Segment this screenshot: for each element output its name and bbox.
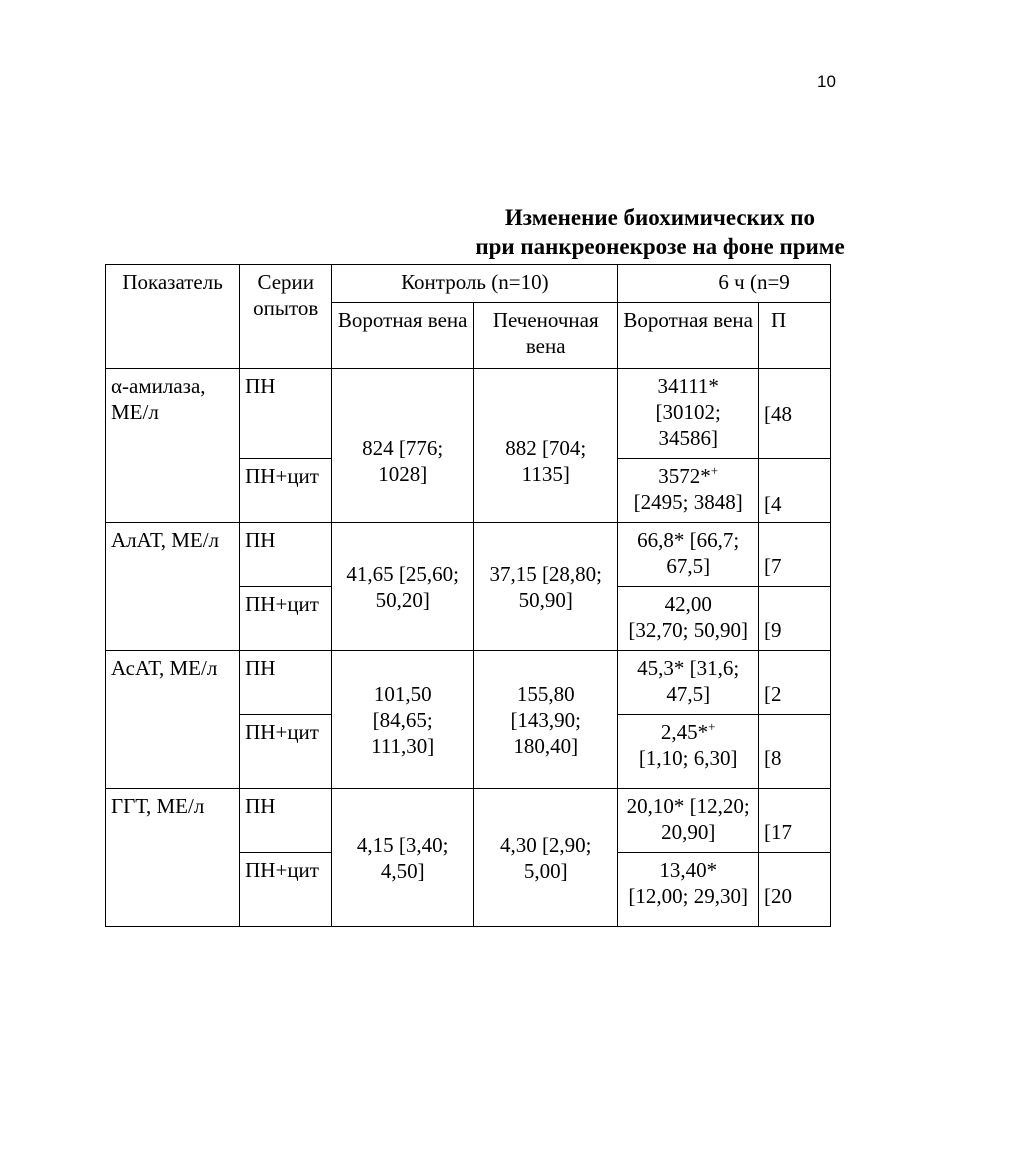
indicator-name: АлАТ, МЕ/л bbox=[106, 523, 240, 651]
page-number: 10 bbox=[817, 72, 836, 91]
header-row-1 bbox=[106, 265, 831, 303]
header-6h-cut: П bbox=[759, 303, 831, 369]
portal-6h-value bbox=[618, 459, 759, 523]
portal-6h-value bbox=[618, 715, 759, 789]
table-row bbox=[106, 369, 831, 459]
series-label: ПН+цит bbox=[240, 587, 332, 651]
header-control: Контроль (n=10) bbox=[332, 265, 618, 303]
table-row bbox=[106, 789, 831, 853]
portal-6h-value: 66,8* [66,7; 67,5] bbox=[618, 523, 759, 587]
indicator-name: α-амилаза, МЕ/л bbox=[106, 369, 240, 523]
indicator-name: АсАТ, МЕ/л bbox=[106, 651, 240, 789]
value-main: 42,00 bbox=[664, 592, 712, 616]
indicator-name: ГГТ, МЕ/л bbox=[106, 789, 240, 927]
control-portal-value: 4,15 [3,40; 4,50] bbox=[332, 789, 474, 927]
biochem-table bbox=[105, 264, 831, 927]
header-indicator: Показатель bbox=[106, 265, 240, 369]
cut-value: [8 bbox=[759, 715, 831, 789]
series-label: ПН bbox=[240, 789, 332, 853]
portal-6h-value bbox=[618, 853, 759, 927]
table-row bbox=[106, 651, 831, 715]
portal-6h-value bbox=[618, 587, 759, 651]
table-title bbox=[300, 203, 1020, 261]
control-hepatic-value: 4,30 [2,90; 5,00] bbox=[474, 789, 618, 927]
value-main: 2,45* bbox=[660, 720, 709, 744]
title-line-1: Изменение биохимических по bbox=[504, 205, 816, 230]
control-hepatic-value: 155,80 [143,90; 180,40] bbox=[474, 651, 618, 789]
control-portal-value: 41,65 [25,60; 50,20] bbox=[332, 523, 474, 651]
header-control-hepatic: Печеночная вена bbox=[474, 303, 618, 369]
series-label: ПН+цит bbox=[240, 715, 332, 789]
value-superscript: + bbox=[710, 463, 719, 478]
control-hepatic-value: 882 [704; 1135] bbox=[474, 369, 618, 523]
series-label: ПН bbox=[240, 369, 332, 459]
cut-value: [7 bbox=[759, 523, 831, 587]
cut-value: [2 bbox=[759, 651, 831, 715]
cut-value: [9 bbox=[759, 587, 831, 651]
portal-6h-value: 20,10* [12,20; 20,90] bbox=[618, 789, 759, 853]
header-control-portal: Воротная вена bbox=[332, 303, 474, 369]
series-label: ПН bbox=[240, 523, 332, 587]
value-range: [1,10; 6,30] bbox=[638, 746, 738, 770]
header-6h: 6 ч (n=9 bbox=[618, 265, 831, 303]
series-label: ПН+цит bbox=[240, 459, 332, 523]
portal-6h-value: 34111* [30102; 34586] bbox=[618, 369, 759, 459]
cut-value: [20 bbox=[759, 853, 831, 927]
cut-value: [4 bbox=[759, 459, 831, 523]
portal-6h-value: 45,3* [31,6; 47,5] bbox=[618, 651, 759, 715]
cut-value: [48 bbox=[759, 369, 831, 459]
table-row bbox=[106, 523, 831, 587]
value-superscript: + bbox=[708, 719, 716, 734]
header-6h-portal: Воротная вена bbox=[618, 303, 759, 369]
series-label: ПН bbox=[240, 651, 332, 715]
title-line-2: при панкреонекрозе на фоне приме bbox=[475, 234, 845, 259]
value-range: [2495; 3848] bbox=[633, 490, 743, 514]
series-label: ПН+цит bbox=[240, 853, 332, 927]
control-hepatic-value: 37,15 [28,80; 50,90] bbox=[474, 523, 618, 651]
value-main: 3572* bbox=[658, 464, 711, 488]
control-portal-value: 824 [776; 1028] bbox=[332, 369, 474, 523]
control-portal-value: 101,50 [84,65; 111,30] bbox=[332, 651, 474, 789]
value-range: [12,00; 29,30] bbox=[628, 884, 748, 908]
value-range: [32,70; 50,90] bbox=[628, 618, 748, 642]
value-main: 13,40* bbox=[659, 858, 718, 882]
header-series: Серии опытов bbox=[240, 265, 332, 369]
cut-value: [17 bbox=[759, 789, 831, 853]
